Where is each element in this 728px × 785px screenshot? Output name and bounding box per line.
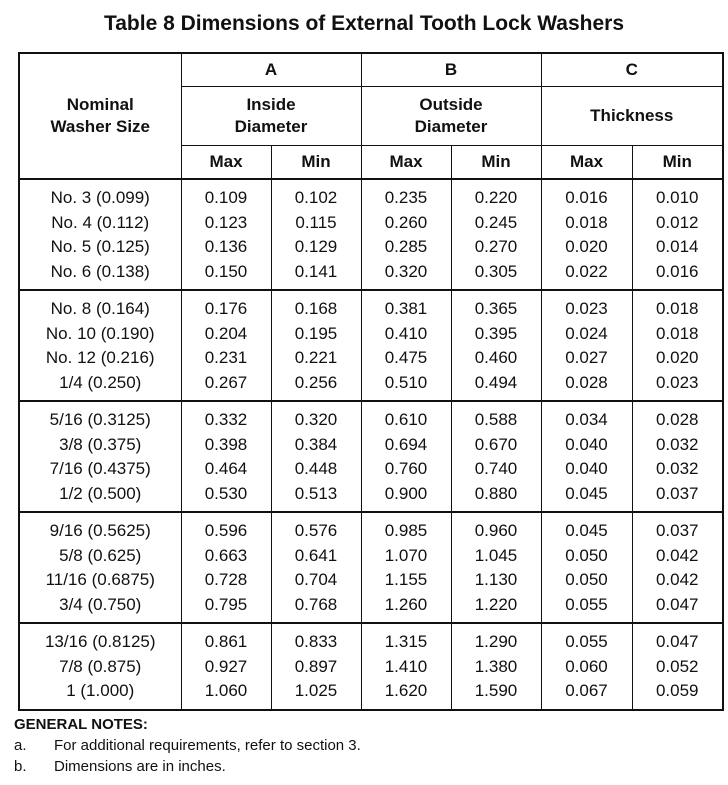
washer-size-cell: 7/8 (0.875): [19, 655, 181, 680]
washer-size-cell: 7/16 (0.4375): [19, 457, 181, 482]
outside-min-cell: 1.590: [451, 679, 541, 710]
thickness-header: Thickness: [541, 87, 723, 146]
row-group: [19, 401, 723, 512]
table-row: [19, 679, 723, 710]
note-item: [14, 756, 361, 777]
thickness-max-cell: 0.055: [541, 623, 632, 655]
thickness-min-cell: 0.052: [632, 655, 723, 680]
outside-min-cell: 0.588: [451, 401, 541, 433]
outside-max-cell: 1.410: [361, 655, 451, 680]
table-row: [19, 655, 723, 680]
outside-max-cell: 0.694: [361, 433, 451, 458]
table-row: [19, 593, 723, 624]
table-row: [19, 433, 723, 458]
washer-size-cell: 13/16 (0.8125): [19, 623, 181, 655]
thickness-min-cell: 0.023: [632, 371, 723, 402]
outside-min-cell: 0.740: [451, 457, 541, 482]
outside-min-cell: 0.245: [451, 211, 541, 236]
inside-min-cell: 0.448: [271, 457, 361, 482]
outside-max-cell: 0.475: [361, 346, 451, 371]
inside-max-cell: 0.795: [181, 593, 271, 624]
table-row: [19, 544, 723, 569]
thickness-min-header: Min: [632, 146, 723, 180]
outside-min-cell: 0.220: [451, 179, 541, 211]
inside-header-line-1: Inside: [246, 95, 296, 114]
notes-heading: GENERAL NOTES:: [14, 716, 148, 733]
inside-max-cell: 0.332: [181, 401, 271, 433]
inside-max-cell: 0.109: [181, 179, 271, 211]
washer-size-cell: 1/4 (0.250): [19, 371, 181, 402]
thickness-max-cell: 0.034: [541, 401, 632, 433]
row-group: [19, 290, 723, 401]
thickness-min-cell: 0.018: [632, 322, 723, 347]
note-text: Dimensions are in inches.: [54, 758, 226, 775]
inside-min-cell: 0.141: [271, 260, 361, 291]
washer-size-cell: 11/16 (0.6875): [19, 568, 181, 593]
outside-header-line-1: Outside: [419, 95, 483, 114]
inside-min-cell: 0.576: [271, 512, 361, 544]
outside-max-cell: 1.315: [361, 623, 451, 655]
inside-min-cell: 0.833: [271, 623, 361, 655]
thickness-max-cell: 0.024: [541, 322, 632, 347]
table-header: [19, 53, 723, 179]
inside-max-cell: 0.596: [181, 512, 271, 544]
inside-max-cell: 0.136: [181, 235, 271, 260]
inside-max-cell: 0.150: [181, 260, 271, 291]
outside-max-cell: 0.285: [361, 235, 451, 260]
inside-min-cell: 0.320: [271, 401, 361, 433]
washer-size-cell: 5/16 (0.3125): [19, 401, 181, 433]
inside-min-cell: 0.897: [271, 655, 361, 680]
table-row: [19, 322, 723, 347]
thickness-max-cell: 0.022: [541, 260, 632, 291]
thickness-min-cell: 0.037: [632, 482, 723, 513]
thickness-max-cell: 0.067: [541, 679, 632, 710]
group-a-letter: A: [181, 53, 361, 87]
thickness-min-cell: 0.020: [632, 346, 723, 371]
outside-min-cell: 0.670: [451, 433, 541, 458]
outside-min-cell: 0.880: [451, 482, 541, 513]
thickness-max-cell: 0.045: [541, 512, 632, 544]
thickness-max-cell: 0.050: [541, 568, 632, 593]
thickness-min-cell: 0.032: [632, 457, 723, 482]
thickness-min-cell: 0.012: [632, 211, 723, 236]
washer-size-cell: No. 3 (0.099): [19, 179, 181, 211]
thickness-max-cell: 0.016: [541, 179, 632, 211]
thickness-min-cell: 0.042: [632, 568, 723, 593]
outside-diameter-header: [361, 87, 541, 146]
washer-size-cell: 1 (1.000): [19, 679, 181, 710]
table-row: [19, 457, 723, 482]
inside-max-cell: 0.464: [181, 457, 271, 482]
washer-size-cell: No. 4 (0.112): [19, 211, 181, 236]
inside-max-cell: 0.663: [181, 544, 271, 569]
washer-size-cell: No. 12 (0.216): [19, 346, 181, 371]
inside-min-cell: 0.168: [271, 290, 361, 322]
thickness-min-cell: 0.047: [632, 623, 723, 655]
inside-max-cell: 0.204: [181, 322, 271, 347]
thickness-min-cell: 0.018: [632, 290, 723, 322]
thickness-max-cell: 0.045: [541, 482, 632, 513]
outside-max-cell: 1.620: [361, 679, 451, 710]
outside-max-cell: 0.760: [361, 457, 451, 482]
outside-header-line-2: Diameter: [414, 117, 488, 136]
outside-min-header: Min: [451, 146, 541, 180]
outside-max-cell: 1.070: [361, 544, 451, 569]
table-row: [19, 346, 723, 371]
washer-size-cell: 3/8 (0.375): [19, 433, 181, 458]
inside-min-cell: 0.115: [271, 211, 361, 236]
thickness-max-header: Max: [541, 146, 632, 180]
inside-min-cell: 0.384: [271, 433, 361, 458]
outside-max-cell: 0.235: [361, 179, 451, 211]
thickness-min-cell: 0.016: [632, 260, 723, 291]
thickness-max-cell: 0.020: [541, 235, 632, 260]
table-row: [19, 623, 723, 655]
outside-min-cell: 1.045: [451, 544, 541, 569]
group-b-letter: B: [361, 53, 541, 87]
group-c-letter: C: [541, 53, 723, 87]
inside-max-cell: 0.530: [181, 482, 271, 513]
table-row: [19, 568, 723, 593]
washer-size-cell: 9/16 (0.5625): [19, 512, 181, 544]
outside-max-cell: 0.900: [361, 482, 451, 513]
outside-min-cell: 0.960: [451, 512, 541, 544]
thickness-min-cell: 0.028: [632, 401, 723, 433]
general-notes: [14, 716, 361, 777]
inside-min-cell: 0.129: [271, 235, 361, 260]
note-item: [14, 735, 361, 756]
inside-max-cell: 0.927: [181, 655, 271, 680]
thickness-min-cell: 0.010: [632, 179, 723, 211]
nominal-header-line-2: Washer Size: [50, 117, 151, 136]
note-text: For additional requirements, refer to section 3.: [54, 737, 361, 754]
washer-size-cell: No. 5 (0.125): [19, 235, 181, 260]
outside-max-cell: 1.260: [361, 593, 451, 624]
inside-min-cell: 0.641: [271, 544, 361, 569]
lock-washer-dimensions-table: [18, 52, 724, 711]
thickness-min-cell: 0.014: [632, 235, 723, 260]
nominal-washer-size-header: [19, 53, 181, 179]
outside-min-cell: 0.460: [451, 346, 541, 371]
outside-min-cell: 0.494: [451, 371, 541, 402]
table-row: [19, 512, 723, 544]
thickness-min-cell: 0.037: [632, 512, 723, 544]
washer-size-cell: No. 8 (0.164): [19, 290, 181, 322]
thickness-min-cell: 0.032: [632, 433, 723, 458]
inside-min-cell: 0.221: [271, 346, 361, 371]
washer-size-cell: No. 10 (0.190): [19, 322, 181, 347]
thickness-max-cell: 0.040: [541, 433, 632, 458]
outside-max-cell: 0.510: [361, 371, 451, 402]
table-row: [19, 260, 723, 291]
inside-min-cell: 0.195: [271, 322, 361, 347]
outside-max-header: Max: [361, 146, 451, 180]
row-group: [19, 623, 723, 710]
inside-min-cell: 0.102: [271, 179, 361, 211]
inside-diameter-header: [181, 87, 361, 146]
outside-max-cell: 1.155: [361, 568, 451, 593]
outside-min-cell: 0.305: [451, 260, 541, 291]
row-group: [19, 512, 723, 623]
outside-max-cell: 0.610: [361, 401, 451, 433]
outside-min-cell: 0.365: [451, 290, 541, 322]
thickness-max-cell: 0.023: [541, 290, 632, 322]
inside-max-cell: 0.123: [181, 211, 271, 236]
inside-min-cell: 0.256: [271, 371, 361, 402]
washer-size-cell: 1/2 (0.500): [19, 482, 181, 513]
outside-min-cell: 0.270: [451, 235, 541, 260]
table-row: [19, 482, 723, 513]
inside-max-cell: 0.861: [181, 623, 271, 655]
inside-max-cell: 1.060: [181, 679, 271, 710]
note-label: b.: [14, 758, 27, 775]
thickness-max-cell: 0.040: [541, 457, 632, 482]
thickness-min-cell: 0.047: [632, 593, 723, 624]
outside-min-cell: 1.220: [451, 593, 541, 624]
inside-max-cell: 0.231: [181, 346, 271, 371]
thickness-max-cell: 0.055: [541, 593, 632, 624]
outside-max-cell: 0.985: [361, 512, 451, 544]
outside-max-cell: 0.260: [361, 211, 451, 236]
table-row: [19, 179, 723, 211]
inside-min-header: Min: [271, 146, 361, 180]
thickness-max-cell: 0.018: [541, 211, 632, 236]
thickness-min-cell: 0.059: [632, 679, 723, 710]
table-title: Table 8 Dimensions of External Tooth Lock Washers: [103, 12, 625, 35]
outside-max-cell: 0.381: [361, 290, 451, 322]
note-label: a.: [14, 737, 27, 754]
inside-max-cell: 0.176: [181, 290, 271, 322]
nominal-header-line-1: Nominal: [66, 95, 134, 114]
thickness-max-cell: 0.027: [541, 346, 632, 371]
thickness-min-cell: 0.042: [632, 544, 723, 569]
table-row: [19, 371, 723, 402]
washer-size-cell: 5/8 (0.625): [19, 544, 181, 569]
row-group: [19, 179, 723, 290]
inside-max-header: Max: [181, 146, 271, 180]
inside-min-cell: 0.513: [271, 482, 361, 513]
inside-max-cell: 0.398: [181, 433, 271, 458]
inside-header-line-2: Diameter: [234, 117, 308, 136]
table-row: [19, 211, 723, 236]
table-row: [19, 290, 723, 322]
thickness-max-cell: 0.060: [541, 655, 632, 680]
thickness-max-cell: 0.028: [541, 371, 632, 402]
outside-min-cell: 1.290: [451, 623, 541, 655]
outside-max-cell: 0.320: [361, 260, 451, 291]
table-row: [19, 235, 723, 260]
washer-size-cell: 3/4 (0.750): [19, 593, 181, 624]
table-row: [19, 401, 723, 433]
washer-size-cell: No. 6 (0.138): [19, 260, 181, 291]
inside-max-cell: 0.728: [181, 568, 271, 593]
outside-min-cell: 1.130: [451, 568, 541, 593]
thickness-max-cell: 0.050: [541, 544, 632, 569]
inside-min-cell: 0.704: [271, 568, 361, 593]
outside-max-cell: 0.410: [361, 322, 451, 347]
inside-min-cell: 0.768: [271, 593, 361, 624]
inside-min-cell: 1.025: [271, 679, 361, 710]
inside-max-cell: 0.267: [181, 371, 271, 402]
outside-min-cell: 0.395: [451, 322, 541, 347]
outside-min-cell: 1.380: [451, 655, 541, 680]
